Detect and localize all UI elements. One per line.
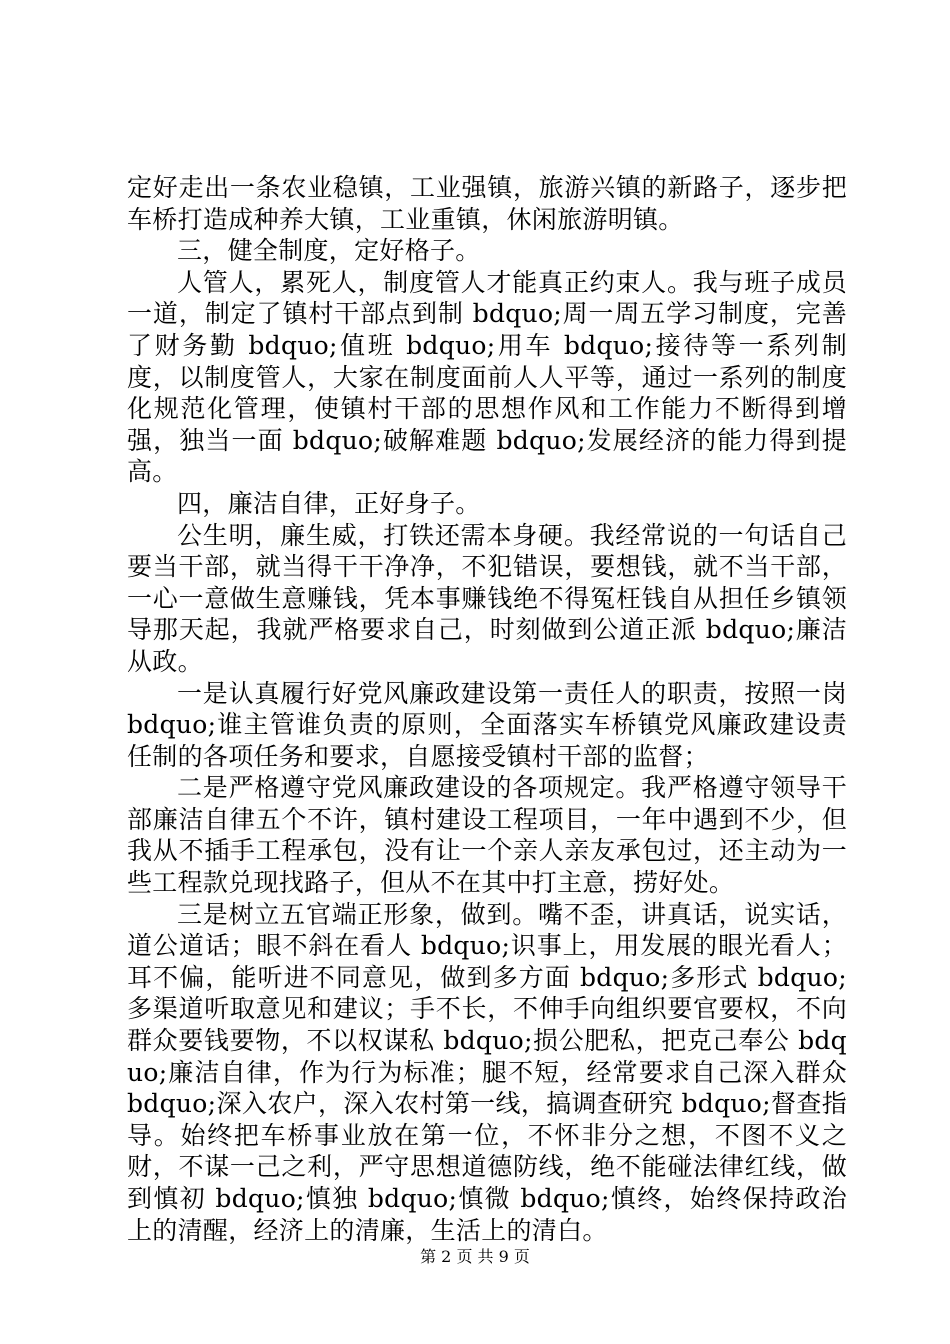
paragraph-8: 三是树立五官端正形象，做到。嘴不歪，讲真话，说实话，道公道话；眼不斜在看人 bdquo;识事上，用发展的眼光看人；耳不偏，能听进不同意见，做到多方面 bdquo;多形式 bdquo;多渠道听取意见和建议；手不长，不伸手向组织要官要权，不向群众要钱要物，不以权谋私 bdquo;损公肥私，把克己奉公 bdquo;廉洁自律，作为行为标准；腿不短，经常要求自己深入群众 bdquo;深入农户，深入农村第一线，搞调查研究 bdquo;督查指导。始终把车桥事业放在第一位，不怀非分之想，不图不义之财，不谋一己之利，严守思想道德防线，绝不能碰法律红线，做到慎初 bdquo;慎独 bdquo;慎微 bdquo;慎终，始终保持政治上的清醒，经济上的清廉，生活上的清白。: [127, 899, 847, 1245]
paragraph-7: 二是严格遵守党风廉政建设的各项规定。我严格遵守领导干部廉洁自律五个不许，镇村建设工程项目，一年中遇到不少，但我从不插手工程承包，没有让一个亲人亲友承包过，还主动为一些工程款兑现找路子，但从不在其中打主意，捞好处。: [127, 773, 847, 898]
paragraph-1: 定好走出一条农业稳镇，工业强镇，旅游兴镇的新路子，逐步把车桥打造成种养大镇，工业重镇，休闲旅游明镇。: [127, 173, 847, 234]
paragraph-5: 公生明，廉生威，打铁还需本身硬。我经常说的一句话自己要当干部，就当得干干净净，不犯错误，要想钱，就不当干部，一心一意做生意赚钱，凭本事赚钱绝不得冤枉钱自从担任乡镇领导那天起，我就严格要求自己，时刻做到公道正派 bdquo;廉洁从政。: [127, 520, 847, 676]
paragraph-6: 一是认真履行好党风廉政建设第一责任人的职责，按照一岗 bdquo;谁主管谁负责的原则，全面落实车桥镇党风廉政建设责任制的各项任务和要求，自愿接受镇村干部的监督；: [127, 678, 847, 771]
paragraph-3: 人管人，累死人，制度管人才能真正约束人。我与班子成员一道，制定了镇村干部点到制 bdquo;周一周五学习制度，完善了财务勤 bdquo;值班 bdquo;用车 bdquo;接待等一系列制度，以制度管人，大家在制度面前人人平等，通过一系列的制度化规范化管理，使镇村干部的思想作风和工作能力不断得到增强，独当一面 bdquo;破解难题 bdquo;发展经济的能力得到提高。: [127, 267, 847, 487]
paragraph-4-heading: 四，廉洁自律，正好身子。: [177, 488, 481, 518]
paragraph-2-heading: 三，健全制度，定好格子。: [177, 236, 481, 266]
page-number-footer: 第 2 页 共 9 页: [420, 1247, 530, 1266]
document-body: [127, 172, 847, 1246]
